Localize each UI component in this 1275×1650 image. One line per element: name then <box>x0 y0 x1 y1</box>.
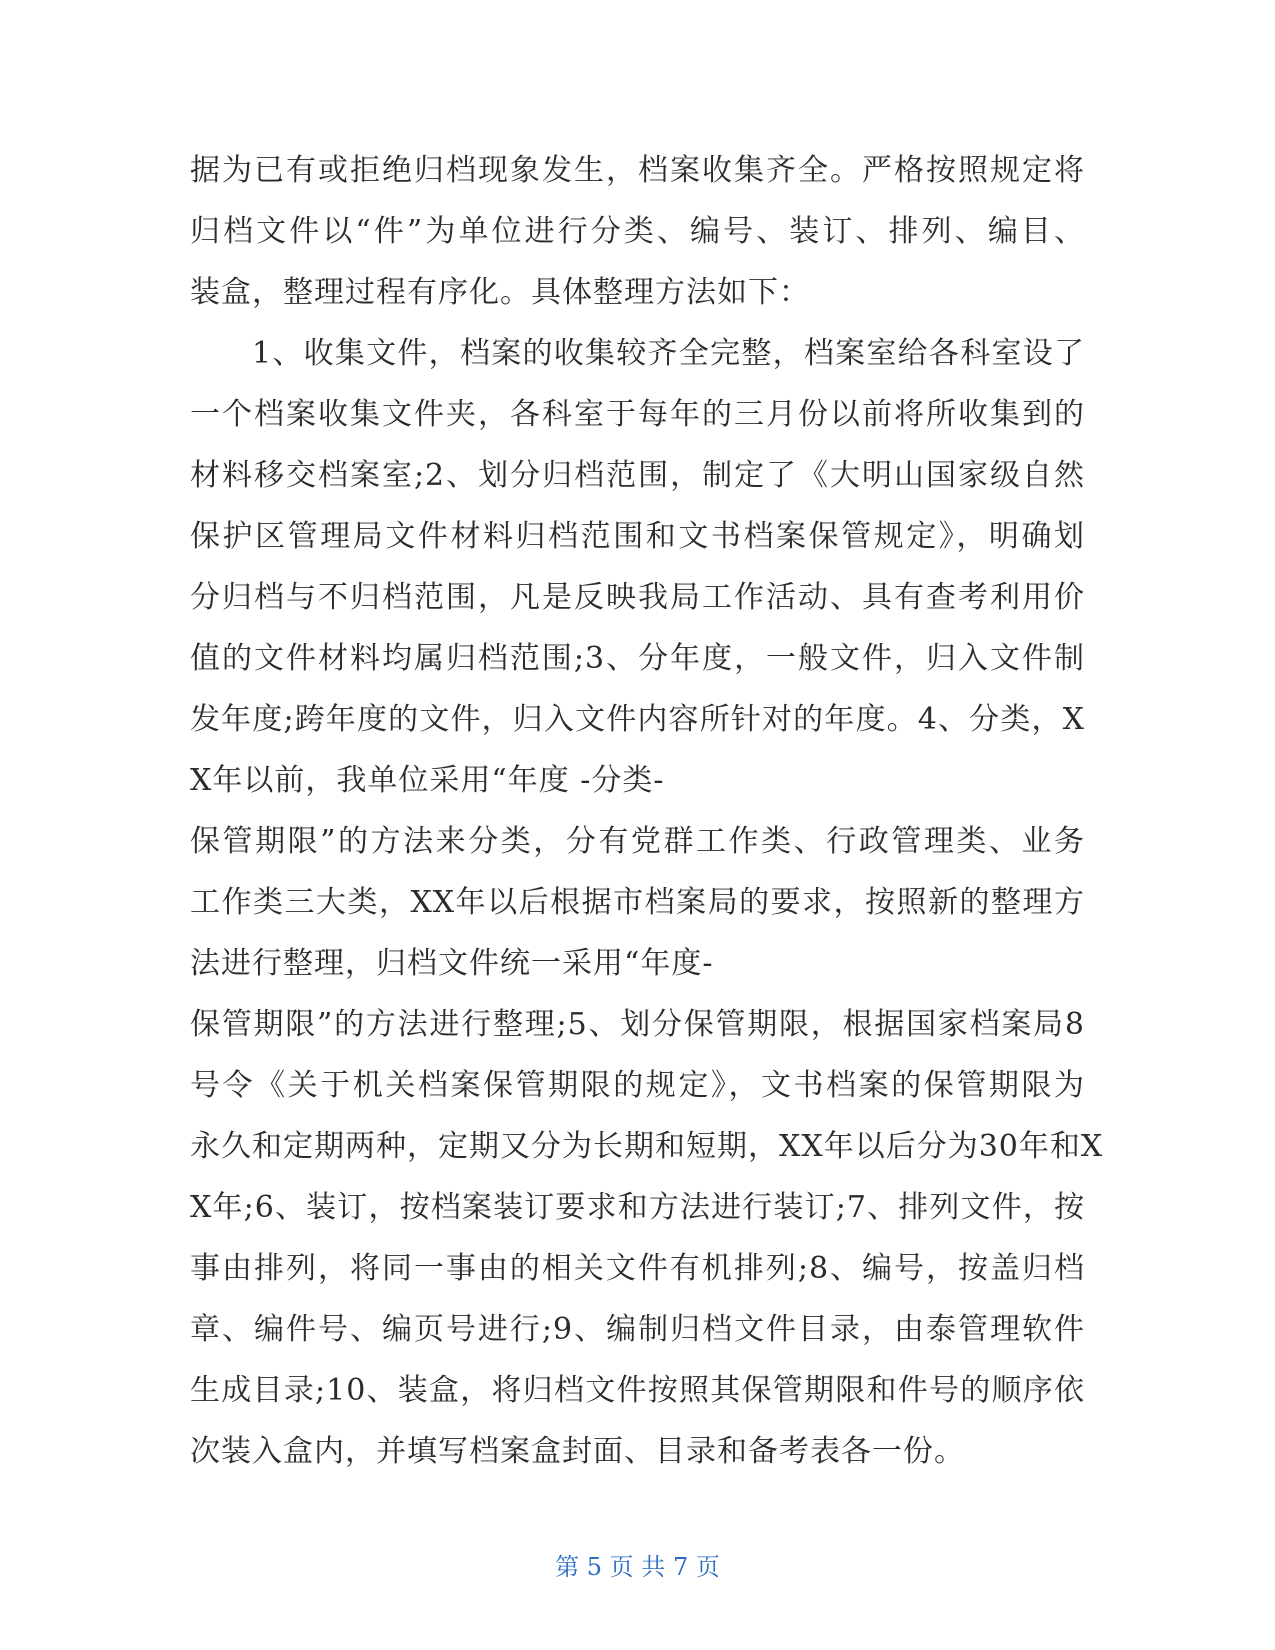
text-line: 保管期限”的方法来分类，分有党群工作类、行政管理类、业务 <box>190 824 1085 859</box>
paragraph-first-line: 1、收集文件，档案的收集较齐全完整，档案室给各科室设了 <box>252 336 1085 371</box>
text-line: 装盒，整理过程有序化。具体整理方法如下： <box>190 275 810 310</box>
document-body <box>190 140 1104 1482</box>
text-line: 据为已有或拒绝归档现象发生，档案收集齐全。严格按照规定将 <box>190 153 1085 188</box>
text-line: 一个档案收集文件夹，各科室于每年的三月份以前将所收集到的 <box>190 397 1085 432</box>
text-line: 分归档与不归档范围，凡是反映我局工作活动、具有查考利用价 <box>190 580 1085 615</box>
text-line: 归档文件以“件”为单位进行分类、编号、装订、排列、编目、 <box>190 214 1085 249</box>
page-number: 第 5 页 共 7 页 <box>555 1553 720 1581</box>
text-line: X年以前，我单位采用“年度 -分类- <box>190 763 665 798</box>
text-line: 保护区管理局文件材料归档范围和文书档案保管规定》，明确划 <box>190 519 1085 554</box>
text-line: 工作类三大类，XX年以后根据市档案局的要求，按照新的整理方 <box>190 885 1085 920</box>
text-line: 法进行整理，归档文件统一采用“年度- <box>190 946 714 981</box>
text-line: 发年度;跨年度的文件，归入文件内容所针对的年度。4、分类，X <box>190 702 1085 737</box>
text-line: 值的文件材料均属归档范围;3、分年度，一般文件，归入文件制 <box>190 641 1085 676</box>
text-line: 材料移交档案室;2、划分归档范围，制定了《大明山国家级自然 <box>190 458 1085 493</box>
text-line: 永久和定期两种，定期又分为长期和短期，XX年以后分为30年和X <box>190 1129 1104 1164</box>
text-line: 保管期限”的方法进行整理;5、划分保管期限，根据国家档案局8 <box>190 1007 1085 1042</box>
text-line: 生成目录;10、装盒，将归档文件按照其保管期限和件号的顺序依 <box>190 1373 1085 1408</box>
text-line: 次装入盒内，并填写档案盒封面、目录和备考表各一份。 <box>190 1434 965 1469</box>
page-footer <box>0 1547 1275 1582</box>
text-line: 章、编件号、编页号进行;9、编制归档文件目录，由泰管理软件 <box>190 1312 1085 1347</box>
text-line: 事由排列，将同一事由的相关文件有机排列;8、编号，按盖归档 <box>190 1251 1085 1286</box>
text-line: 号令《关于机关档案保管期限的规定》，文书档案的保管期限为 <box>190 1068 1085 1103</box>
text-line: X年;6、装订，按档案装订要求和方法进行装订;7、排列文件，按 <box>190 1190 1085 1225</box>
